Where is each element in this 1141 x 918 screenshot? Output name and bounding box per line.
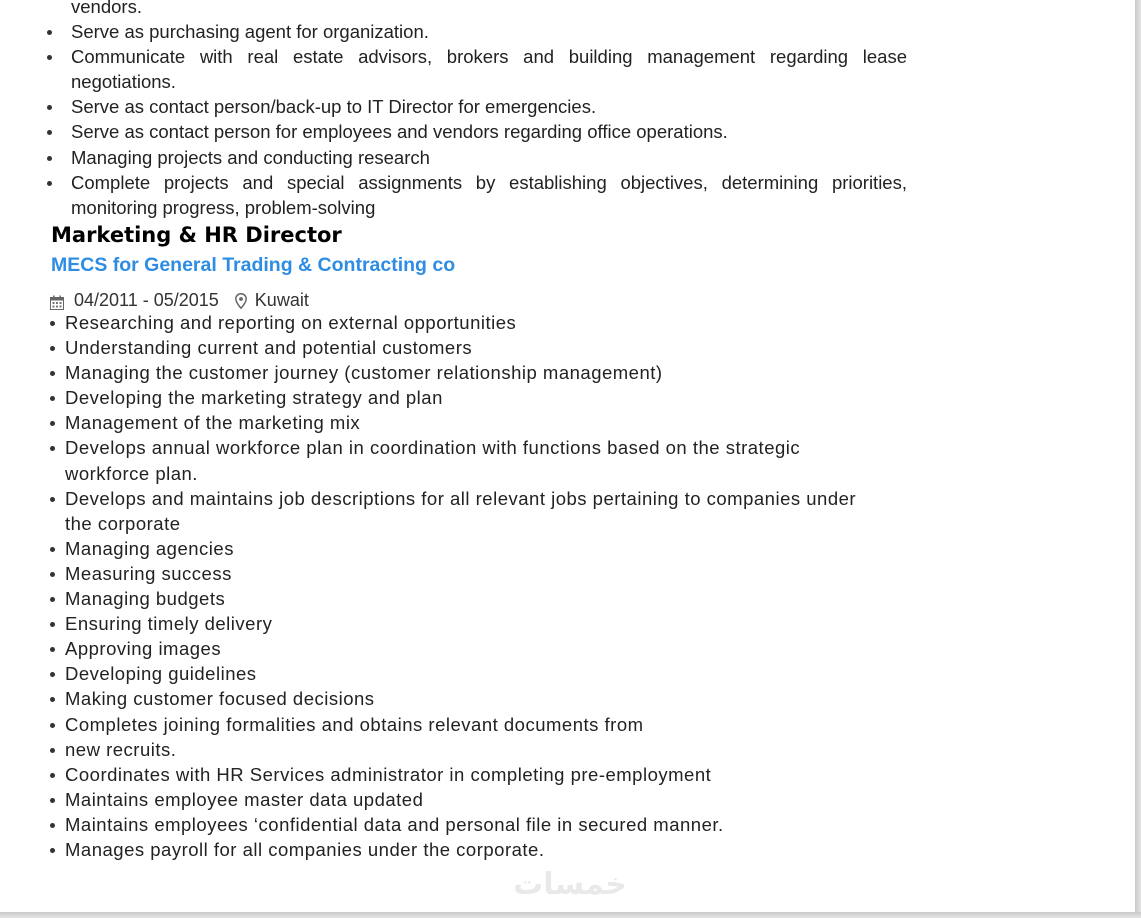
- bullet-text: Manages payroll for all companies under the corporate.: [65, 838, 545, 860]
- list-item: [65, 661, 865, 686]
- list-item: [65, 385, 865, 410]
- job-bullet-list: [65, 310, 865, 862]
- previous-job-bullet-list: [71, 0, 907, 220]
- bullet-dot: [50, 622, 55, 627]
- company-name: MECS for General Trading & Contracting co: [51, 254, 456, 276]
- bullet-dot: [50, 723, 55, 728]
- bullet-text: Maintains employees ‘confidential data and personal file in secured manner.: [65, 813, 724, 835]
- bullet-text: Developing guidelines: [65, 663, 257, 685]
- bullet-text: Understanding current and potential customers: [65, 337, 473, 359]
- calendar-icon: [50, 294, 64, 309]
- watermark-text: خمسات: [513, 867, 627, 902]
- bullet-dot: [50, 823, 55, 828]
- bullet-text: Managing agencies: [65, 537, 234, 559]
- list-item: [65, 586, 865, 611]
- bullet-dot: [50, 396, 55, 401]
- list-item: [65, 561, 865, 586]
- bullet-dot: [50, 371, 55, 376]
- bullet-dot: [50, 597, 55, 602]
- list-item: [71, 0, 907, 19]
- job-title: Marketing & HR Director: [51, 223, 342, 247]
- bullet-dot: [47, 156, 52, 161]
- bullet-dot: [50, 748, 55, 753]
- bullet-text: Making customer focused decisions: [65, 688, 375, 710]
- khamsat-watermark-logo: [500, 864, 640, 904]
- list-item: [71, 44, 907, 94]
- list-item: [65, 335, 865, 360]
- list-item: [65, 435, 865, 485]
- bullet-dot: [50, 647, 55, 652]
- bullet-text: Ensuring timely delivery: [65, 613, 273, 635]
- list-item: [65, 310, 865, 335]
- bullet-text: Maintains employee master data updated: [65, 788, 424, 810]
- bullet-text: Complete projects and special assignments by establishing objectives, determining priorities, monitoring progress, problem-solving: [71, 171, 907, 218]
- bullet-text: Develops and maintains job descriptions for all relevant jobs pertaining to companies under the corporate: [65, 487, 857, 534]
- bullet-text: new recruits.: [65, 738, 177, 760]
- list-item: [65, 762, 865, 787]
- bullet-text: Measuring success: [65, 562, 232, 584]
- list-item: [71, 19, 907, 44]
- bullet-dot: [50, 773, 55, 778]
- bullet-text: Serve as contact person for employees and vendors regarding office operations.: [71, 121, 728, 143]
- bullet-text: Developing the marketing strategy and plan: [65, 387, 443, 409]
- bullet-text: Management of the marketing mix: [65, 412, 361, 434]
- bullet-text: Managing budgets: [65, 588, 226, 610]
- bullet-text: Managing projects and conducting research: [71, 146, 430, 168]
- list-item: [71, 94, 907, 119]
- list-item: [71, 119, 907, 144]
- bullet-dot: [47, 105, 52, 110]
- bullet-text: Develops annual workforce plan in coordination with functions based on the strategic workforce plan.: [65, 437, 801, 484]
- list-item: [65, 636, 865, 661]
- list-item: [65, 360, 865, 385]
- bullet-dot: [50, 497, 55, 502]
- page-edge-shadow-bottom: [0, 912, 1141, 918]
- job-location: Kuwait: [254, 290, 309, 310]
- bullet-dot: [50, 848, 55, 853]
- bullet-dot: [50, 446, 55, 451]
- bullet-dot: [50, 672, 55, 677]
- bullet-dot: [50, 547, 55, 552]
- bullet-text: Approving images: [65, 638, 222, 660]
- bullet-dot: [50, 421, 55, 426]
- bullet-dot: [50, 572, 55, 577]
- bullet-dot: [47, 55, 52, 60]
- list-item: [71, 170, 907, 220]
- bullet-text: vendors.: [71, 0, 142, 17]
- list-item: [65, 812, 865, 837]
- page-edge-shadow-right: [1135, 0, 1141, 918]
- list-item: [65, 737, 865, 762]
- list-item: [65, 611, 865, 636]
- list-item: [65, 686, 865, 711]
- bullet-dot: [50, 321, 55, 326]
- bullet-dot: [47, 30, 52, 35]
- list-item: [71, 145, 907, 170]
- job-meta-row: [50, 290, 309, 311]
- list-item: [65, 410, 865, 435]
- bullet-dot: [47, 181, 52, 186]
- list-item: [65, 536, 865, 561]
- bullet-text: Managing the customer journey (customer relationship management): [65, 362, 663, 384]
- bullet-text: Researching and reporting on external opportunities: [65, 312, 517, 333]
- bullet-text: Serve as purchasing agent for organization.: [71, 21, 429, 43]
- bullet-text: Serve as contact person/back-up to IT Director for emergencies.: [71, 96, 597, 118]
- map-pin-icon: [235, 293, 247, 309]
- bullet-text: Completes joining formalities and obtains relevant documents from: [65, 713, 644, 735]
- bullet-dot: [50, 697, 55, 702]
- bullet-text: Coordinates with HR Services administrator in completing pre-employment: [65, 763, 712, 785]
- list-item: [65, 837, 865, 862]
- list-item: [65, 486, 865, 536]
- list-item: [65, 787, 865, 812]
- bullet-dot: [50, 346, 55, 351]
- job-dates: 04/2011 - 05/2015: [74, 290, 219, 310]
- bullet-text: Communicate with real estate advisors, brokers and building management regarding lease negotiations.: [71, 46, 907, 93]
- bullet-dot: [47, 130, 52, 135]
- list-item: [65, 712, 865, 737]
- bullet-dot: [50, 798, 55, 803]
